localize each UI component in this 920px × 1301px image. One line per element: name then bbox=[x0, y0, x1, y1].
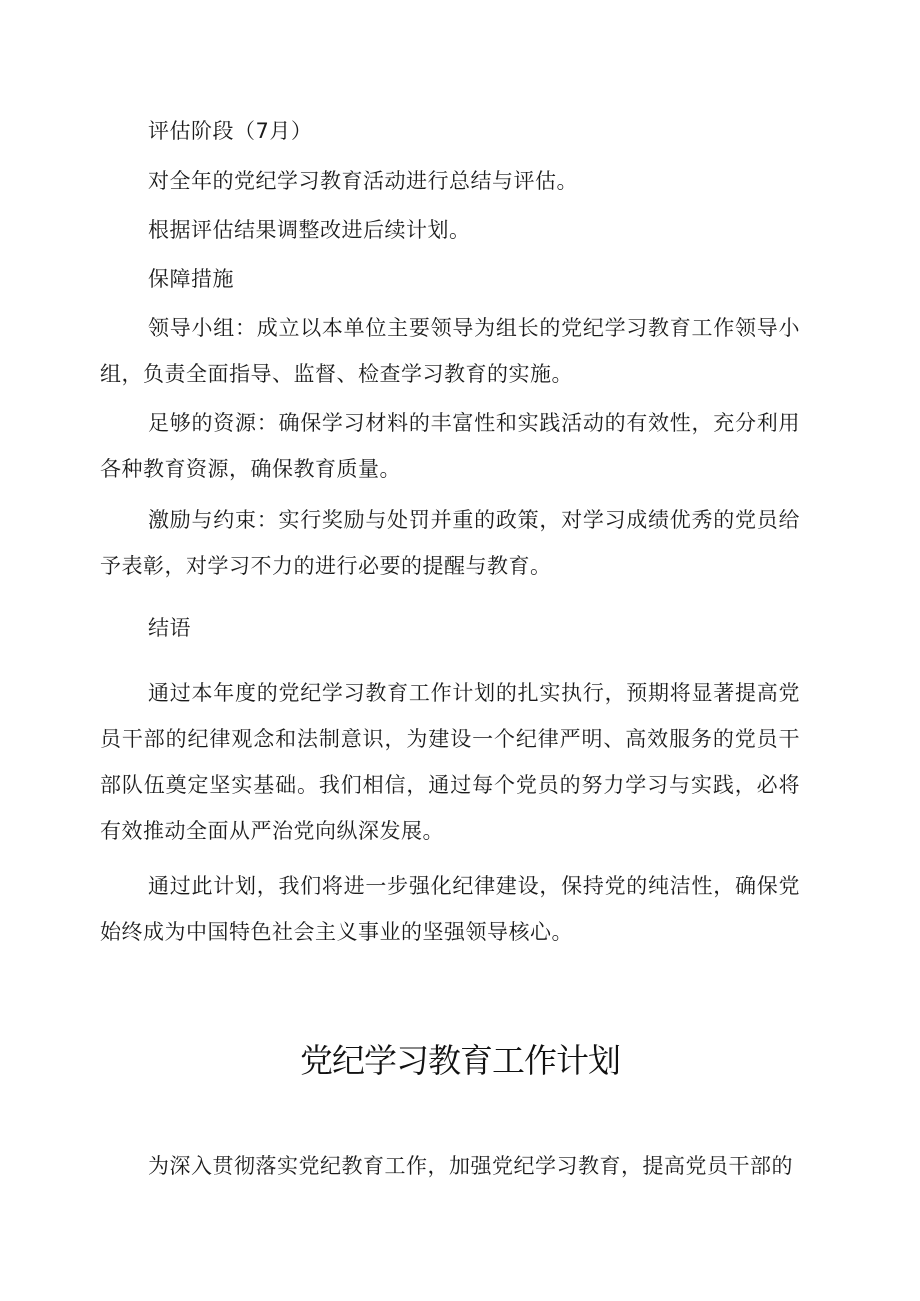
document-title: 党纪学习教育工作计划 bbox=[300, 1041, 620, 1080]
paragraph-incentives-constraints: 激励与约束：实行奖励与处罚并重的政策，对学习成绩优秀的党员给予表彰，对学习不力的进行必要的提醒与教育。 bbox=[100, 508, 800, 578]
heading-guarantee-measures: 保障措施 bbox=[148, 267, 234, 291]
evaluation-line-1: 对全年的党纪学习教育活动进行总结与评估。 bbox=[148, 169, 578, 193]
heading-evaluation-stage: 评估阶段（7月） bbox=[148, 119, 313, 143]
heading-conclusion: 结语 bbox=[148, 616, 191, 640]
paragraph-conclusion-2: 通过此计划，我们将进一步强化纪律建设，保持党的纯洁性，确保党始终成为中国特色社会主义事业的坚强领导核心。 bbox=[100, 874, 800, 944]
paragraph-sufficient-resources: 足够的资源：确保学习材料的丰富性和实践活动的有效性，充分利用各种教育资源，确保教育质量。 bbox=[100, 411, 800, 481]
paragraph-intro: 为深入贯彻落实党纪教育工作，加强党纪学习教育，提高党员干部的 bbox=[148, 1154, 793, 1178]
evaluation-line-2: 根据评估结果调整改进后续计划。 bbox=[148, 218, 471, 242]
paragraph-conclusion-1: 通过本年度的党纪学习教育工作计划的扎实执行，预期将显著提高党员干部的纪律观念和法制意识，为建设一个纪律严明、高效服务的党员干部队伍奠定坚实基础。我们相信，通过每个党员的努力学习与实践，必将有效推动全面从严治党向纵深发展。 bbox=[100, 681, 800, 843]
paragraph-leadership-group: 领导小组：成立以本单位主要领导为组长的党纪学习教育工作领导小组，负责全面指导、监督、检查学习教育的实施。 bbox=[100, 316, 800, 386]
